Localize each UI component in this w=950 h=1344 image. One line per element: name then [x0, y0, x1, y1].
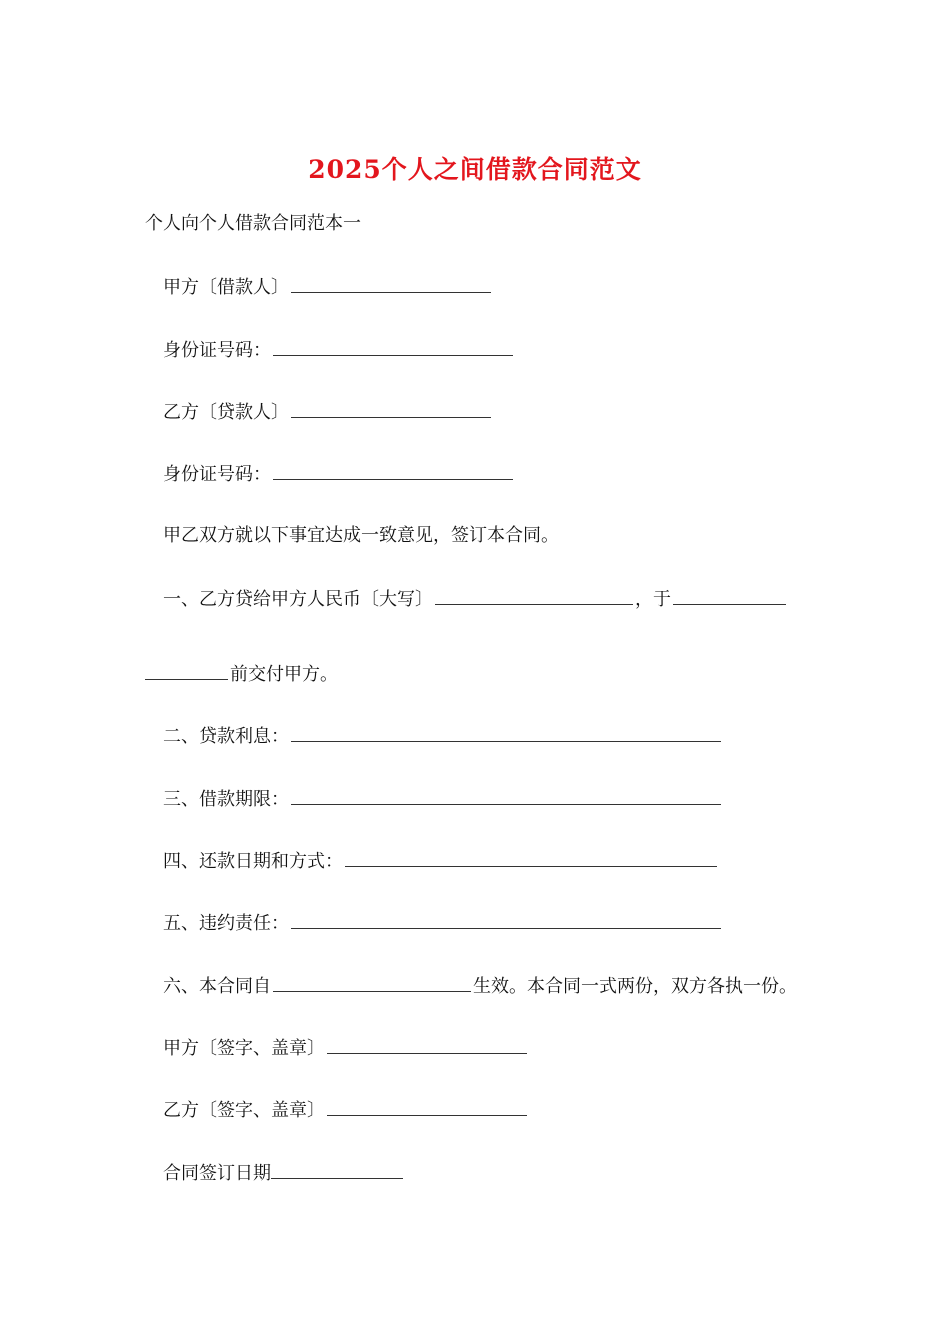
sign-date-row	[163, 1160, 405, 1186]
clause-1-continuation	[145, 661, 338, 687]
party-a-id-label: 身份证号码：	[163, 340, 271, 361]
clause-4-row	[163, 848, 719, 874]
party-b-id-blank	[273, 461, 513, 480]
clause-2-row	[163, 723, 723, 749]
party-b-id-row	[163, 461, 515, 487]
clause-1-date-blank	[673, 586, 786, 605]
clause-1-date-blank-continued	[145, 661, 228, 680]
party-b-label: 乙方〔贷款人〕	[163, 402, 289, 423]
clause-6-row	[163, 973, 797, 999]
party-b-row	[163, 399, 493, 425]
party-a-label: 甲方〔借款人〕	[163, 277, 289, 298]
document-subtitle: 个人向个人借款合同范本一	[145, 213, 361, 234]
sign-a-row	[163, 1035, 529, 1061]
clause-3-blank	[291, 786, 721, 805]
clause-4-label: 四、还款日期和方式：	[163, 851, 343, 872]
clause-1-text-a: 一、乙方贷给甲方人民币〔大写〕	[163, 589, 433, 610]
clause-3-label: 三、借款期限：	[163, 789, 289, 810]
clause-6-text-a: 六、本合同自	[163, 976, 271, 997]
sign-b-row	[163, 1097, 529, 1123]
clause-1-row	[163, 586, 788, 612]
clause-1-text-b: ，于	[635, 589, 671, 610]
clause-2-blank	[291, 723, 721, 742]
document-title: 2025个人之间借款合同范文	[308, 155, 642, 184]
clause-3-row	[163, 786, 723, 812]
clause-6-blank	[273, 973, 471, 992]
clause-2-label: 二、贷款利息：	[163, 726, 289, 747]
clause-5-label: 五、违约责任：	[163, 913, 289, 934]
sign-date-label: 合同签订日期	[163, 1163, 271, 1184]
clause-1-text-c: 前交付甲方。	[230, 664, 338, 685]
sign-b-label: 乙方〔签字、盖章〕	[163, 1100, 325, 1121]
sign-date-blank	[271, 1160, 403, 1179]
clause-4-blank	[345, 848, 717, 867]
party-a-id-row	[163, 337, 515, 363]
clause-5-row	[163, 910, 723, 936]
clause-5-blank	[291, 910, 721, 929]
clause-6-text-b: 生效。本合同一式两份，双方各执一份。	[473, 976, 797, 997]
sign-a-blank	[327, 1035, 527, 1054]
party-a-blank	[291, 274, 491, 293]
agreement-intro: 甲乙双方就以下事宜达成一致意见，签订本合同。	[163, 525, 559, 546]
clause-1-amount-blank	[435, 586, 633, 605]
party-b-blank	[291, 399, 491, 418]
sign-b-blank	[327, 1097, 527, 1116]
party-a-id-blank	[273, 337, 513, 356]
party-a-row	[163, 274, 493, 300]
sign-a-label: 甲方〔签字、盖章〕	[163, 1038, 325, 1059]
party-b-id-label: 身份证号码：	[163, 464, 271, 485]
